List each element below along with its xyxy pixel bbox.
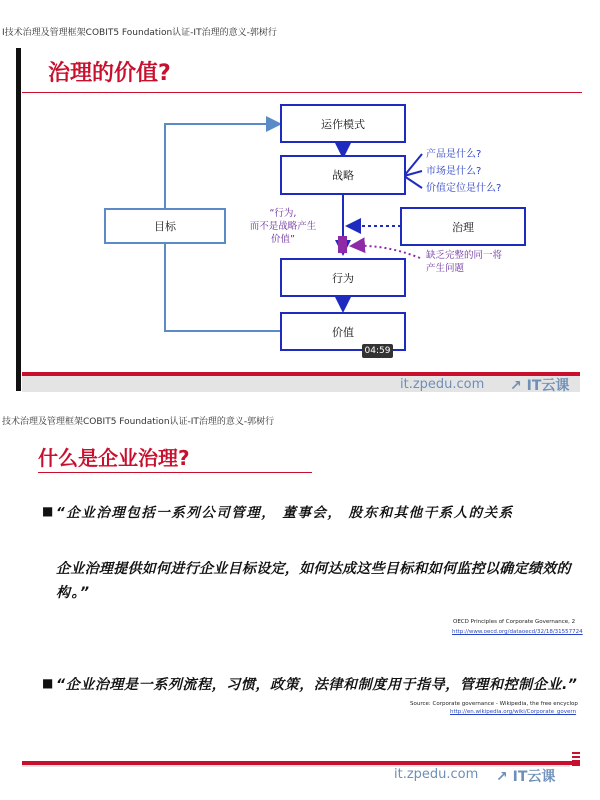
watermark: it.zpedu.com <box>400 377 485 392</box>
video-title: 技术治理及管理框架COBIT5 Foundation认证-IT治理的意义-郭树行 <box>2 417 275 427</box>
footer-gray-bar <box>22 376 580 392</box>
footer-gray-bar <box>22 765 570 767</box>
issue-dotted-arrow <box>351 246 420 258</box>
question-product: 产品是什么? <box>426 149 482 160</box>
source-1-text: OECD Principles of Corporate Governance, 2 <box>453 619 576 625</box>
brand-logo-text: IT云课 <box>512 769 556 785</box>
video-timestamp: 04:59 <box>362 344 393 358</box>
label-value: 价值 <box>332 326 354 339</box>
question-value-positioning: 价值定位是什么? <box>426 183 502 194</box>
bullet-1-line-2: 企业治理提供如何进行企业目标设定，如何达成这些目标和如何监控以确定绩效的 <box>56 561 571 577</box>
brand-logo <box>510 375 569 395</box>
bullet-2: “企业治理是一系列流程，习惯，政策，法律和制度用于指导，管理和控制企业.” <box>56 677 578 693</box>
quote-line-1: “行为, <box>269 208 297 219</box>
label-strategy: 战略 <box>332 169 354 182</box>
source-1-link[interactable]: http://www.oecd.org/dataoecd/32/18/31557724 <box>452 629 583 635</box>
play-logo-icon: ↗ <box>510 378 522 394</box>
watermark: it.zpedu.com <box>394 767 479 782</box>
label-governance: 治理 <box>452 221 474 234</box>
quote-line-3: 价值” <box>271 234 295 245</box>
corner-stripes-icon <box>572 752 580 766</box>
behavior-marker <box>338 236 347 253</box>
slide-title: 治理的价值? <box>48 61 171 86</box>
note-line-2: 产生问题 <box>426 263 465 274</box>
brand-logo <box>496 766 555 786</box>
slide-title: 什么是企业治理? <box>38 446 190 470</box>
question-market: 市场是什么? <box>426 166 482 177</box>
label-goal: 目标 <box>154 220 176 233</box>
brand-logo-text: IT云课 <box>526 378 570 394</box>
source-2-text: Source: Corporate governance - Wikipedia, the free encyclop <box>410 701 578 707</box>
bullet-1-line-1: “企业治理包括一系列公司管理， 董事会， 股东和其他干系人的关系 <box>56 505 514 521</box>
play-logo-icon: ↗ <box>496 769 508 785</box>
bullet-1-line-3: 构。” <box>56 585 91 601</box>
quote-line-2: 而不是战略产生 <box>249 221 317 232</box>
bullet-square-icon: ■ <box>42 504 54 518</box>
bullet-square-icon: ■ <box>42 676 54 690</box>
title-underline <box>38 472 312 473</box>
label-behavior: 行为 <box>332 272 354 285</box>
video-title: Ι技术治理及管理框架COBIT5 Foundation认证-IT治理的意义-郭树行 <box>2 28 277 38</box>
source-2-link[interactable]: http://en.wikipedia.org/wiki/Corporate_govern <box>450 709 577 715</box>
label-operating-model: 运作模式 <box>321 118 365 131</box>
note-line-1: 缺乏完整的同一将 <box>426 250 503 261</box>
video-frame-2[interactable] <box>0 400 600 800</box>
